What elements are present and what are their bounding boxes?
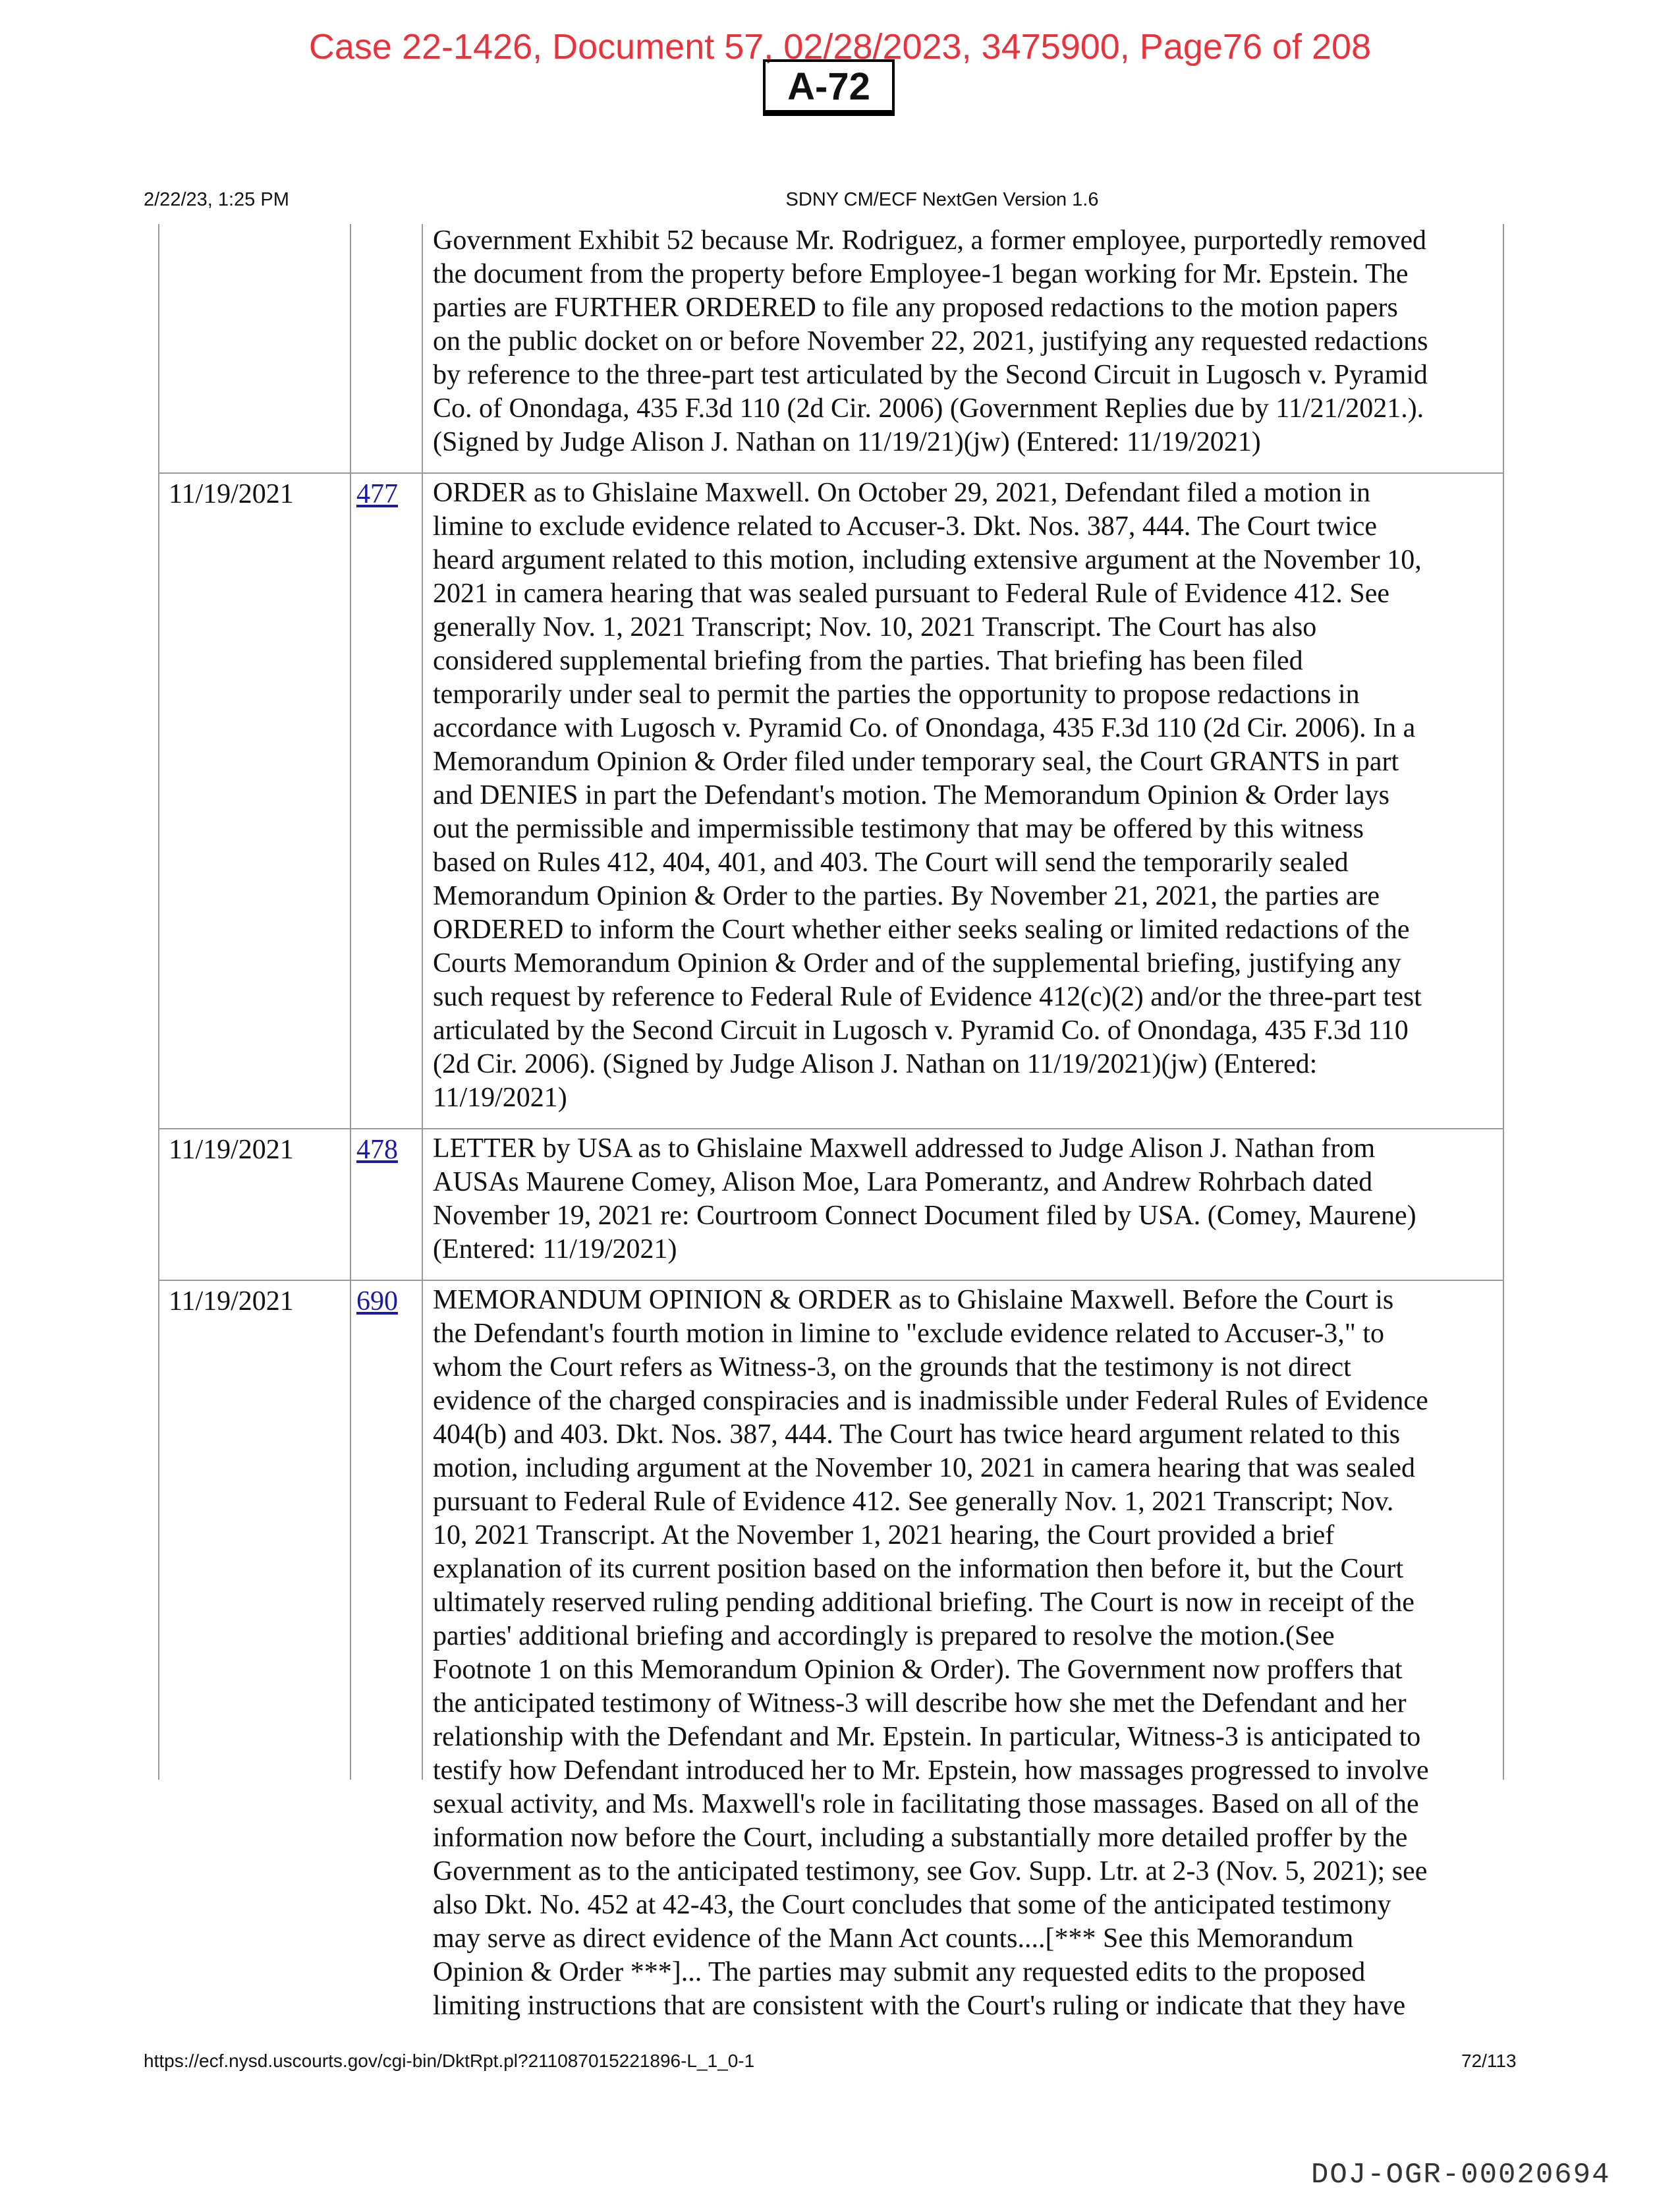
docket-text-line: may serve as direct evidence of the Mann Act counts....[*** See this Memorandum xyxy=(433,1923,1354,1954)
docket-row xyxy=(159,1281,1503,2021)
docket-text-line: generally Nov. 1, 2021 Transcript; Nov. 10, 2021 Transcript. The Court has also xyxy=(433,612,1317,642)
docket-text xyxy=(423,224,1503,472)
docket-text-line: Memorandum Opinion & Order filed under temporary seal, the Court GRANTS in part xyxy=(433,747,1399,777)
docket-date: 11/19/2021 xyxy=(159,1129,351,1280)
docket-table xyxy=(158,224,1504,2021)
docket-text-line: the anticipated testimony of Witness-3 will describe how she met the Defendant and her xyxy=(433,1688,1407,1718)
docket-text-line: ORDER as to Ghislaine Maxwell. On October 29, 2021, Defendant filed a motion in xyxy=(433,478,1371,508)
docket-text-line: the Defendant's fourth motion in limine to "exclude evidence related to Accuser-3," to xyxy=(433,1319,1385,1349)
docket-text-line: information now before the Court, including a substantially more detailed proffer by the xyxy=(433,1823,1408,1853)
docket-text-line: explanation of its current position based on the information then before it, but the Court xyxy=(433,1554,1404,1584)
docket-text-line: MEMORANDUM OPINION & ORDER as to Ghislaine Maxwell. Before the Court is xyxy=(433,1285,1394,1315)
docket-text-line: such request by reference to Federal Rule of Evidence 412(c)(2) and/or the three-part test xyxy=(433,982,1422,1012)
docket-text-line: parties' additional briefing and accordingly is prepared to resolve the motion.(See xyxy=(433,1621,1335,1651)
footer-page-number: 72/113 xyxy=(1461,2051,1517,2071)
docket-number-cell xyxy=(351,1129,423,1280)
docket-text-line: testify how Defendant introduced her to Mr. Epstein, how massages progressed to involve xyxy=(433,1755,1429,1786)
docket-text-line: limine to exclude evidence related to Accuser-3. Dkt. Nos. 387, 444. The Court twice xyxy=(433,511,1377,542)
docket-text-line: accordance with Lugosch v. Pyramid Co. of Onondaga, 435 F.3d 110 (2d Cir. 2006). In a xyxy=(433,713,1416,743)
docket-date xyxy=(159,224,351,472)
docket-text-line: articulated by the Second Circuit in Lugosch v. Pyramid Co. of Onondaga, 435 F.3d 110 xyxy=(433,1015,1409,1046)
case-stamp: Case 22-1426, Document 57, 02/28/2023, 3475900, Page76 of 208 xyxy=(308,27,1372,67)
docket-number-link[interactable]: 478 xyxy=(356,1135,398,1165)
docket-text-line: the document from the property before Employee-1 began working for Mr. Epstein. The xyxy=(433,259,1409,289)
print-datetime: 2/22/23, 1:25 PM xyxy=(144,189,289,210)
docket-text-line: Government as to the anticipated testimony, see Gov. Supp. Ltr. at 2-3 (Nov. 5, 2021); see xyxy=(433,1856,1428,1886)
docket-text-line: based on Rules 412, 404, 401, and 403. The Court will send the temporarily sealed xyxy=(433,847,1349,878)
docket-text-line: out the permissible and impermissible testimony that may be offered by this witness xyxy=(433,814,1364,844)
docket-text-line: on the public docket on or before November 22, 2021, justifying any requested redactions xyxy=(433,326,1428,356)
docket-text-line: Opinion & Order ***]... The parties may submit any requested edits to the proposed xyxy=(433,1957,1366,1987)
footer-url: https://ecf.nysd.uscourts.gov/cgi-bin/DktRpt.pl?211087015221896-L_1_0-1 xyxy=(144,2051,755,2071)
docket-text-line: Courts Memorandum Opinion & Order and of the supplemental briefing, justifying any xyxy=(433,948,1401,978)
docket-text-line: pursuant to Federal Rule of Evidence 412. See generally Nov. 1, 2021 Transcript; Nov. xyxy=(433,1487,1394,1517)
docket-text-line: heard argument related to this motion, including extensive argument at the November 10, xyxy=(433,545,1422,575)
docket-text-line: (2d Cir. 2006). (Signed by Judge Alison J. Nathan on 11/19/2021)(jw) (Entered: xyxy=(433,1049,1318,1079)
docket-text-line: ORDERED to inform the Court whether either seeks sealing or limited redactions of the xyxy=(433,915,1410,945)
docket-text-line: 11/19/2021) xyxy=(433,1083,567,1113)
docket-number-link[interactable]: 477 xyxy=(356,479,398,509)
docket-text-line: Government Exhibit 52 because Mr. Rodriguez, a former employee, purportedly removed xyxy=(433,225,1427,256)
docket-text-line: sexual activity, and Ms. Maxwell's role in facilitating those massages. Based on all of the xyxy=(433,1789,1419,1819)
docket-text-line: motion, including argument at the November 10, 2021 in camera hearing that was sealed xyxy=(433,1453,1415,1483)
docket-text-line: November 19, 2021 re: Courtroom Connect Document filed by USA. (Comey, Maurene) xyxy=(433,1201,1416,1231)
docket-text-line: also Dkt. No. 452 at 42-43, the Court concludes that some of the anticipated testimony xyxy=(433,1890,1391,1920)
docket-text-line: LETTER by USA as to Ghislaine Maxwell addressed to Judge Alison J. Nathan from xyxy=(433,1133,1376,1164)
exhibit-label: A-72 xyxy=(763,59,895,116)
docket-text-line: 10, 2021 Transcript. At the November 1, 2021 hearing, the Court provided a brief xyxy=(433,1520,1335,1550)
docket-text-line: (Entered: 11/19/2021) xyxy=(433,1234,677,1264)
docket-text-line: evidence of the charged conspiracies and is inadmissible under Federal Rules of Evidence xyxy=(433,1386,1428,1416)
page-title: SDNY CM/ECF NextGen Version 1.6 xyxy=(785,189,1099,210)
docket-text-line: ultimately reserved ruling pending additional briefing. The Court is now in receipt of the xyxy=(433,1587,1414,1618)
docket-number-cell xyxy=(351,1281,423,1780)
docket-number-cell xyxy=(351,224,423,472)
docket-date: 11/19/2021 xyxy=(159,474,351,1128)
docket-row xyxy=(159,1129,1503,1281)
docket-text-line: temporarily under seal to permit the parties the opportunity to propose redactions in xyxy=(433,679,1360,710)
docket-text-line: 404(b) and 403. Dkt. Nos. 387, 444. The Court has twice heard argument related to this xyxy=(433,1419,1401,1450)
docket-text-line: 2021 in camera hearing that was sealed pursuant to Federal Rule of Evidence 412. See xyxy=(433,579,1390,609)
docket-text-line: parties are FURTHER ORDERED to file any proposed redactions to the motion papers xyxy=(433,293,1398,323)
docket-text xyxy=(423,474,1503,1128)
docket-text-line: considered supplemental briefing from the parties. That briefing has been filed xyxy=(433,646,1303,676)
docket-date: 11/19/2021 xyxy=(159,1281,351,1780)
docket-number-link[interactable]: 690 xyxy=(356,1286,398,1317)
docket-text-line: relationship with the Defendant and Mr. Epstein. In particular, Witness-3 is anticipated to xyxy=(433,1722,1421,1752)
docket-text-line: Co. of Onondaga, 435 F.3d 110 (2d Cir. 2006) (Government Replies due by 11/21/2021.). xyxy=(433,393,1424,424)
docket-text-line: by reference to the three-part test articulated by the Second Circuit in Lugosch v. Pyramid xyxy=(433,360,1428,390)
docket-text-line: Memorandum Opinion & Order to the parties. By November 21, 2021, the parties are xyxy=(433,881,1380,911)
docket-row xyxy=(159,474,1503,1129)
docket-text-line: limiting instructions that are consistent with the Court's ruling or indicate that they have xyxy=(433,1991,1406,2021)
docket-text xyxy=(423,1281,1503,2021)
docket-row xyxy=(159,224,1503,474)
docket-text-line: AUSAs Maurene Comey, Alison Moe, Lara Pomerantz, and Andrew Rohrbach dated xyxy=(433,1167,1373,1197)
docket-text-line: (Signed by Judge Alison J. Nathan on 11/19/21)(jw) (Entered: 11/19/2021) xyxy=(433,427,1261,457)
bates-number: DOJ-OGR-00020694 xyxy=(1311,2159,1611,2192)
docket-text xyxy=(423,1129,1503,1280)
docket-text-line: whom the Court refers as Witness-3, on the grounds that the testimony is not direct xyxy=(433,1352,1351,1382)
docket-number-cell xyxy=(351,474,423,1128)
docket-text-line: Footnote 1 on this Memorandum Opinion & Order). The Government now proffers that xyxy=(433,1655,1403,1685)
docket-text-line: and DENIES in part the Defendant's motion. The Memorandum Opinion & Order lays xyxy=(433,780,1389,810)
